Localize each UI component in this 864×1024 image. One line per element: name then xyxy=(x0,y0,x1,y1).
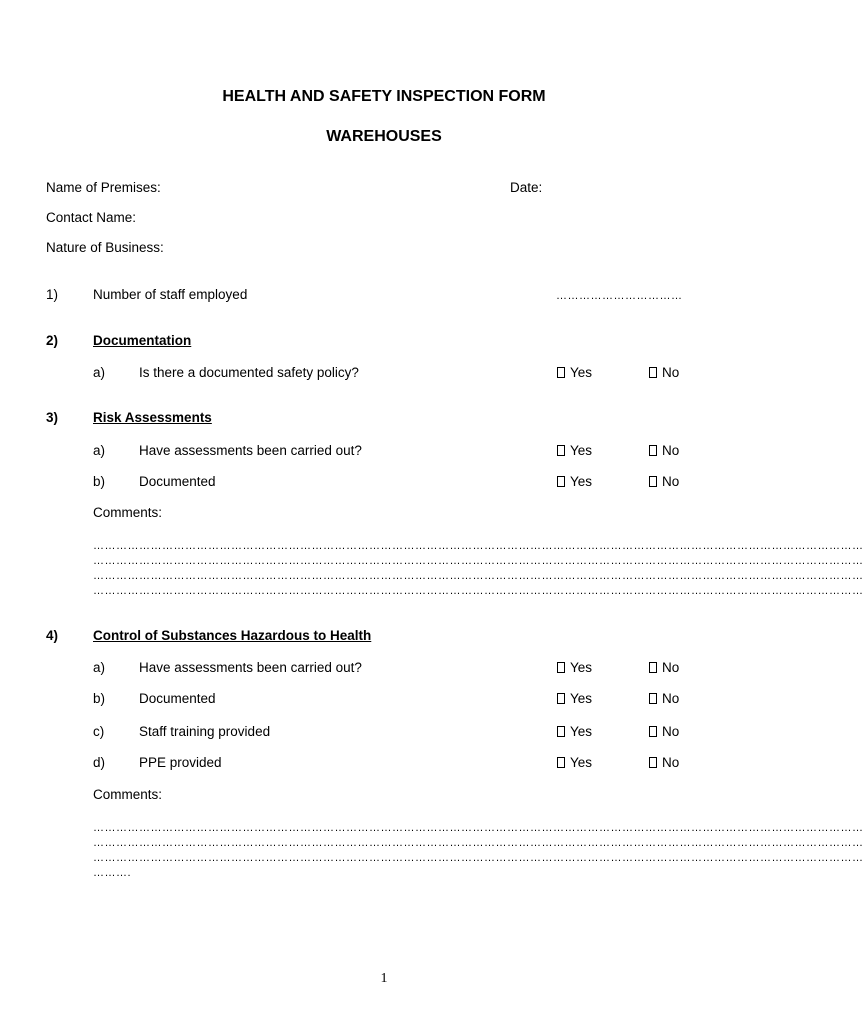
checkbox-icon[interactable] xyxy=(557,367,565,378)
checkbox-icon[interactable] xyxy=(649,367,657,378)
checkbox-icon[interactable] xyxy=(557,476,565,487)
s4-item-c-no-option[interactable]: No xyxy=(649,724,679,740)
s3-item-b-letter: b) xyxy=(93,474,106,489)
s3-item-a-yes-option[interactable]: Yes xyxy=(557,443,592,459)
s3-item-a-letter: a) xyxy=(93,443,106,458)
s4-comments-label: Comments: xyxy=(93,787,163,802)
business-label: Nature of Business: xyxy=(46,240,164,255)
date-label: Date: xyxy=(510,180,543,195)
s3-item-b-text: Documented xyxy=(139,474,216,489)
checkbox-icon[interactable] xyxy=(557,757,565,768)
checkbox-icon[interactable] xyxy=(649,662,657,673)
checkbox-icon[interactable] xyxy=(649,726,657,737)
s4-item-c-text: Staff training provided xyxy=(139,724,271,739)
section-4-number: 4) xyxy=(46,628,59,643)
s4-comment-line[interactable]: ………………………………………………………………………………………………………………………………………………………………………………… xyxy=(93,822,864,834)
s3-item-b-no-option[interactable]: No xyxy=(649,474,679,490)
s4-item-b-letter: b) xyxy=(93,691,106,706)
s4-item-a-letter: a) xyxy=(93,660,106,675)
s3-item-a-no-option[interactable]: No xyxy=(649,443,679,459)
checkbox-icon[interactable] xyxy=(557,726,565,737)
contact-label: Contact Name: xyxy=(46,210,137,225)
s4-comment-line[interactable]: ………………………………………………………………………………………………………………………………………………………………………………… xyxy=(93,852,864,864)
checkbox-icon[interactable] xyxy=(649,757,657,768)
s3-comment-line[interactable]: ………………………………………………………………………………………………………………………………………………………………………………… xyxy=(93,585,864,597)
form-title: HEALTH AND SAFETY INSPECTION FORM xyxy=(222,88,546,105)
s4-comment-line[interactable]: ………. xyxy=(93,867,132,879)
s4-comment-line[interactable]: ………………………………………………………………………………………………………………………………………………………………………………… xyxy=(93,837,864,849)
s3-item-b-yes-option[interactable]: Yes xyxy=(557,474,592,490)
section-4-heading: Control of Substances Hazardous to Health xyxy=(93,628,372,643)
form-subtitle: WAREHOUSES xyxy=(326,128,442,145)
checkbox-icon[interactable] xyxy=(649,693,657,704)
staff-employed-label: Number of staff employed xyxy=(93,287,248,302)
checkbox-icon[interactable] xyxy=(649,445,657,456)
section-3-heading: Risk Assessments xyxy=(93,410,212,425)
section-2-number: 2) xyxy=(46,333,59,348)
s4-item-b-text: Documented xyxy=(139,691,216,706)
s2-item-a-letter: a) xyxy=(93,365,106,380)
checkbox-icon[interactable] xyxy=(557,693,565,704)
s4-item-b-no-option[interactable]: No xyxy=(649,691,679,707)
staff-employed-dots: …………………………… xyxy=(556,290,683,302)
checkbox-icon[interactable] xyxy=(649,476,657,487)
section-1-number: 1) xyxy=(46,287,59,302)
s3-comment-line[interactable]: ………………………………………………………………………………………………………………………………………………………………………………… xyxy=(93,540,864,552)
section-3-number: 3) xyxy=(46,410,59,425)
s4-item-d-no-option[interactable]: No xyxy=(649,755,679,771)
premises-label: Name of Premises: xyxy=(46,180,161,195)
checkbox-icon[interactable] xyxy=(557,662,565,673)
s4-item-a-no-option[interactable]: No xyxy=(649,660,679,676)
s2-item-a-no-option[interactable]: No xyxy=(649,365,679,381)
s4-item-a-yes-option[interactable]: Yes xyxy=(557,660,592,676)
s4-item-c-yes-option[interactable]: Yes xyxy=(557,724,592,740)
checkbox-icon[interactable] xyxy=(557,445,565,456)
s3-comments-label: Comments: xyxy=(93,505,163,520)
s4-item-d-yes-option[interactable]: Yes xyxy=(557,755,592,771)
s4-item-a-text: Have assessments been carried out? xyxy=(139,660,362,675)
s2-item-a-text: Is there a documented safety policy? xyxy=(139,365,359,380)
s4-item-d-text: PPE provided xyxy=(139,755,222,770)
page-number: 1 xyxy=(380,971,388,986)
s4-item-c-letter: c) xyxy=(93,724,105,739)
s4-item-b-yes-option[interactable]: Yes xyxy=(557,691,592,707)
s3-comment-line[interactable]: ………………………………………………………………………………………………………………………………………………………………………………… xyxy=(93,555,864,567)
s4-item-d-letter: d) xyxy=(93,755,106,770)
s2-item-a-yes-option[interactable]: Yes xyxy=(557,365,592,381)
s3-item-a-text: Have assessments been carried out? xyxy=(139,443,362,458)
section-2-heading: Documentation xyxy=(93,333,192,348)
s3-comment-line[interactable]: ………………………………………………………………………………………………………………………………………………………………………………… xyxy=(93,570,864,582)
